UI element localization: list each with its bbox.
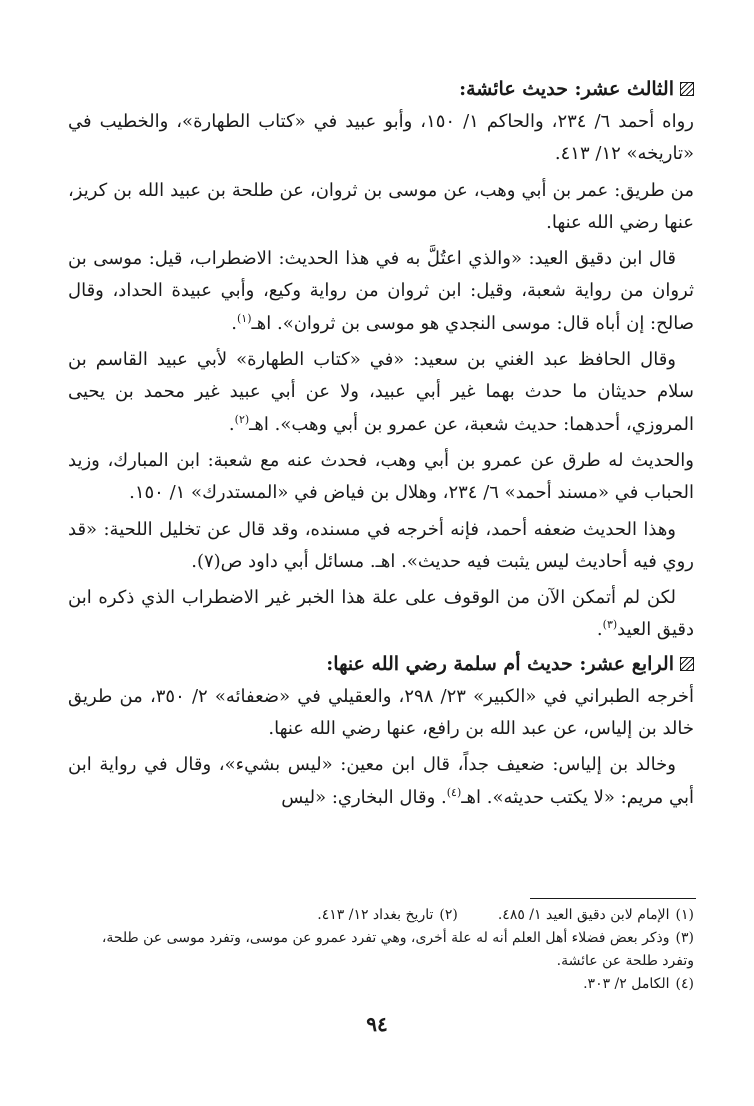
paragraph: قال ابن دقيق العيد: «والذي اعتُلَّ به في هذا الحديث: الاضطراب، قيل: موسى بن ثروان من رواية شعبة، وقيل: ابن ثروان من رواية وكيع، وأبي عبيدة الحداد، وقال صالح: إن أباه قال: موسى النجدي هو موسى بن ثروان». اهـ$^{(١)}$. bbox=[68, 248, 694, 334]
footnote-ref: (٢) bbox=[234, 412, 250, 426]
paragraph: أخرجه الطبراني في «الكبير» ٢٣/ ٢٩٨، والعقيلي في «ضعفائه» ٢/ ٣٥٠، من طريق خالد بن إلياس، عن عبد الله بن رافع، عنها رضي الله عنها. bbox=[68, 685, 694, 740]
footnote-ref: (٣) bbox=[602, 618, 618, 632]
paragraph: من طريق: عمر بن أبي وهب، عن موسى بن ثروان، عن طلحة بن عبيد الله بن كريز، عنها رضي الله عنها. bbox=[68, 179, 694, 233]
footnote-1 bbox=[498, 904, 694, 927]
footnote-number: (١) bbox=[675, 907, 694, 923]
page-body bbox=[68, 76, 694, 818]
paragraph: لكن لم أتمكن الآن من الوقوف على علة هذا الخبر غير الاضطراب الذي ذكره ابن دقيق العيد$^{(٣)}$. bbox=[68, 587, 694, 641]
paragraph-text: وقال الحافظ عبد الغني بن سعيد: «في «كتاب الطهارة» لأبي عبيد القاسم بن سلام حديثان ما حدث بهما غير أبي عبيد، ولا عن أبي عبيد غير محمد بن يحيى المروزي، أحدهما: حديث شعبة، عن عمرو بن أبي وهب». اهـ bbox=[68, 349, 694, 435]
footnote-text: الكامل ٢/ ٣٠٣. bbox=[583, 976, 670, 992]
footnote-3 bbox=[68, 927, 694, 973]
footnote-text: الإمام لابن دقيق العيد ١/ ٤٨٥. bbox=[497, 907, 670, 923]
section-heading-14 bbox=[68, 651, 694, 677]
paragraph: وقال الحافظ عبد الغني بن سعيد: «في «كتاب الطهارة» لأبي عبيد القاسم بن سلام حديثان ما حدث بهما غير أبي عبيد، ولا عن أبي عبيد غير محمد بن يحيى المروزي، أحدهما: حديث شعبة، عن عمرو بن أبي وهب». اهـ$^{(٢)}$. bbox=[68, 349, 694, 435]
paragraph bbox=[68, 749, 694, 814]
footnote-divider bbox=[530, 898, 696, 899]
paragraph-text: لكن لم أتمكن الآن من الوقوف على علة هذا الخبر غير الاضطراب الذي ذكره ابن دقيق العيد bbox=[68, 587, 694, 641]
footnote-row bbox=[68, 904, 694, 927]
footnote-number: (٤) bbox=[675, 976, 694, 992]
footnote-number: (٢) bbox=[439, 907, 458, 923]
footnote-2 bbox=[317, 904, 458, 927]
paragraph-text: قال ابن دقيق العيد: «والذي اعتُلَّ به في هذا الحديث: الاضطراب، قيل: موسى بن ثروان من رواية شعبة، وقيل: ابن ثروان من رواية وكيع، وأبي عبيدة الحداد، وقال صالح: إن أباه قال: موسى النجدي هو موسى بن ثروان». اهـ bbox=[68, 248, 694, 334]
paragraph: رواه أحمد ٦/ ٢٣٤، والحاكم ١/ ١٥٠، وأبو عبيد في «كتاب الطهارة»، والخطيب في «تاريخه» ١٢/ ٤١٣. bbox=[68, 111, 694, 165]
section-marker-icon bbox=[680, 82, 694, 96]
paragraph: وهذا الحديث ضعفه أحمد، فإنه أخرجه في مسنده، وقد قال عن تخليل اللحية: «قد روي فيه أحاديث ليس يثبت فيه حديث». اهـ. مسائل أبي داود ص(٧). bbox=[68, 518, 694, 572]
heading-text: الثالث عشر: حديث عائشة: bbox=[459, 78, 674, 100]
footnote-ref: (١) bbox=[236, 311, 252, 325]
footnote-text: تاريخ بغداد ١٢/ ٤١٣. bbox=[317, 907, 434, 923]
footnote-ref: (٤) bbox=[446, 785, 462, 799]
footnotes bbox=[68, 904, 694, 996]
section-marker-icon bbox=[680, 657, 694, 671]
paragraph-text: . وقال البخاري: «ليس bbox=[281, 786, 447, 808]
page-number: ٩٤ bbox=[366, 1012, 388, 1036]
paragraph-text: وخالد بن إلياس: ضعيف جداً، قال ابن معين: «ليس بشيء»، وقال في رواية ابن أبي مريم: «لا يكتب حديثه». اهـ bbox=[68, 754, 694, 808]
heading-text: الرابع عشر: حديث أم سلمة رضي الله عنها: bbox=[326, 652, 674, 675]
footnote-text: وذكر بعض فضلاء أهل العلم أنه له علة أخرى، وهي تفرد عمرو عن موسى، وتفرد موسى عن طلحة، وتفرد طلحة عن عائشة. bbox=[101, 930, 694, 969]
footnote-4 bbox=[68, 973, 694, 996]
footnote-number: (٣) bbox=[675, 930, 694, 946]
paragraph: والحديث له طرق عن عمرو بن أبي وهب، فحدث عنه مع شعبة: ابن المبارك، وزيد الحباب في «مسند أحمد» ٦/ ٢٣٤، وهلال بن فياض في «المستدرك» ١/ ١٥٠. bbox=[68, 449, 694, 504]
section-heading-13 bbox=[68, 76, 694, 102]
